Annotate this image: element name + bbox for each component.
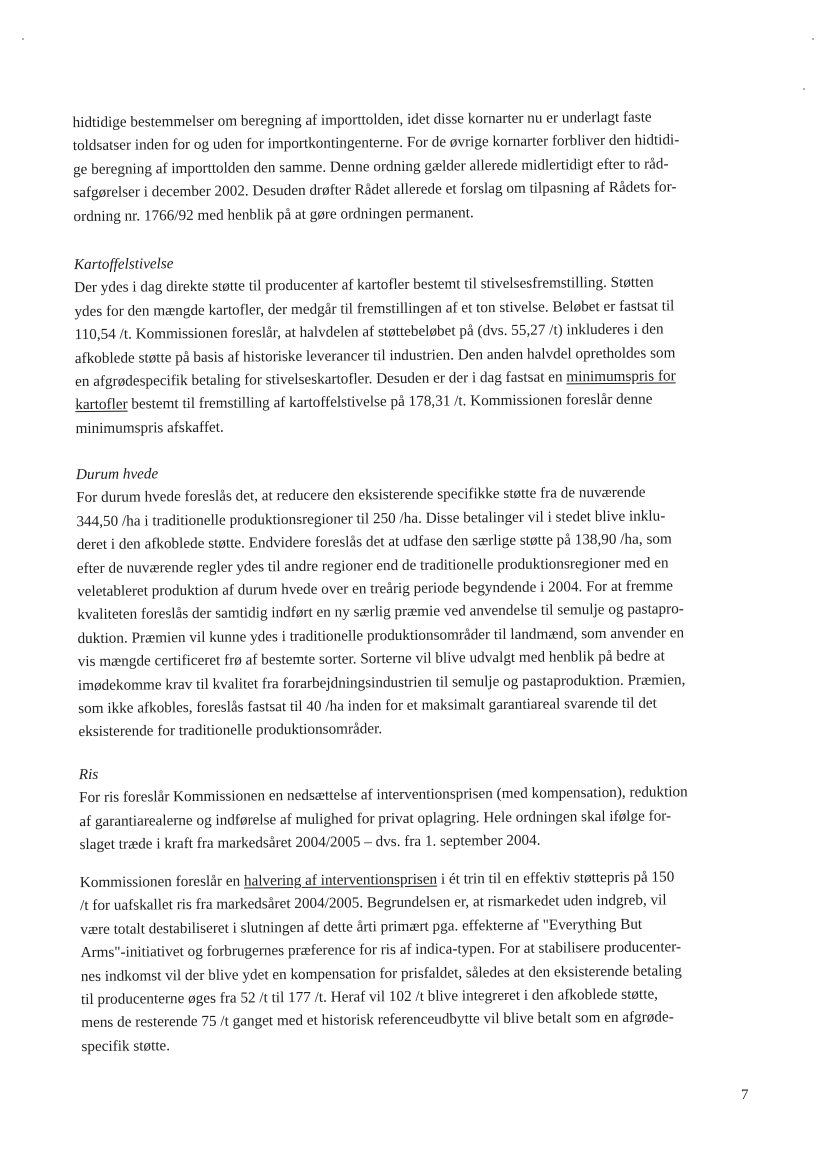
section-ris [79, 757, 752, 857]
page-number: 7 [741, 1087, 749, 1103]
text-line: For ris foreslår Kommissionen en nedsættelse af interventionsprisen (med kompensation), reduktion [78, 783, 688, 807]
text-line: nes indkomst vil der blive ydet en kompensation for prisfaldet, således at den eksisterende betaling [80, 961, 682, 985]
section-heading: Durum hvede [75, 465, 159, 484]
section-heading: Kartoffelstivelse [73, 255, 174, 274]
text-line: 344,50 /ha i traditionelle produktionsregioner til 250 /ha. Disse betalinger vil i stedet blive inklu- [76, 507, 666, 530]
text-line: slaget træde i kraft fra markedsåret 2004/2005 – dvs. fra 1. september 2004. [79, 831, 541, 854]
scan-speck [803, 88, 805, 90]
text-line: ordning nr. 1766/92 med henblik på at gøre ordningen permanent. [73, 203, 474, 225]
text-line: 110,54 /t. Kommissionen foreslår, at halvdelen af støttebeløbet på (dvs. 55,27 /t) inkluderes i den [74, 320, 664, 344]
text-line: af garantiarealerne og indførelse af mulighed for privat oplagring. Hele ordningen skal ifølge for- [79, 807, 672, 830]
intro-paragraph [72, 105, 745, 228]
text-segment: Kommissionen foreslår en [79, 872, 245, 892]
text-line: til producenterne øges fra 52 /t til 177 /t. Heraf vil 102 /t blive integreret i den afkoblede støtte, [80, 985, 659, 1009]
ris-paragraph-2 [80, 865, 754, 1059]
text-segment: i ét trin til en effektiv støttepris på 150 [437, 868, 675, 888]
text-segment: en afgrødespecifik betaling for stivelseskartofler. Desuden er der i dag fastsat en [74, 368, 563, 391]
text-line: mens de resterende 75 /t ganget med et historisk referenceudbytte vil blive betalt som en afgrøde- [81, 1008, 674, 1032]
text-line: minimumspris afskaffet. [75, 418, 224, 437]
text-line: ge beregning af importtolden den samme. Denne ordning gælder allerede midlertidigt efter to råd- [72, 155, 669, 178]
scan-speck [812, 38, 814, 40]
text-line: safgørelser i december 2002. Desuden drøfter Rådet allerede et forslag om tilpasning af Rådets for- [73, 178, 677, 202]
text-line: ydes for den mængde kartofler, der medgår til fremstillingen af et ton stivelse. Beløbet er fastsat til [74, 297, 675, 320]
text-line: imødekomme krav til kvalitet fra forarbejdningsindustrien til semulje og pastaproduktion. Præmien, [77, 670, 686, 694]
scan-speck [22, 38, 24, 40]
text-line: For durum hvede foreslås det, at reducere den eksisterende specifikke støtte fra de nuværende [76, 484, 646, 507]
text-line: deret i den afkoblede støtte. Endvidere foreslås det at udfase den særlige støtte på 138,90 /ha, som [76, 530, 672, 554]
text-line: være totalt destabiliseret i slutningen af dette årti primært pga. effekterne af "Everything But [80, 915, 643, 938]
underlined-term-minimumspris: minimumspris for [566, 367, 676, 386]
text-segment: bestemt til fremstilling af kartoffelstivelse på 178,31 /t. Kommissionen foreslår denne [127, 391, 653, 414]
text-line: eksisterende for traditionelle produktionsområder. [78, 720, 383, 741]
text-line: kvaliteten foreslås der samtidig indført en ny særlig præmie ved anvendelse til semulje og pastapro- [77, 600, 684, 624]
text-line: vis mængde certificeret frø af bestemte sorter. Sorterne vil blive udvalgt med henblik på bedre at [77, 647, 665, 671]
text-line: toldsatser inden for og uden for importkontingenterne. For de øvrige kornarter forbliver den hidtidi- [72, 131, 680, 155]
underlined-term-halvering: halvering af interventionsprisen [243, 870, 438, 890]
section-heading: Ris [78, 765, 99, 784]
text-line: hidtidige bestemmelser om beregning af importtolden, idet disse kornarter nu er underlagt faste [72, 108, 652, 132]
text-line: specifik støtte. [81, 1037, 171, 1055]
text-line: Der ydes i dag direkte støtte til producenter af kartofler bestemt til stivelsesfremstilling. Støtten [74, 273, 654, 297]
section-durum-hvede [76, 457, 751, 744]
text-line: duktion. Præmien vil kunne ydes i traditionelle produktionsområder til landmænd, som anvender en [77, 624, 685, 647]
text-line: /t for uafskallet ris fra markedsåret 2004/2005. Begrundelsen er, at rismarkedet uden indgreb, vil [80, 891, 667, 915]
text-line: som ikke afkobles, foreslås fastsat til 40 /ha inden for et maksimalt garantiareal svarende til det [78, 694, 657, 718]
text-line: afkoblede støtte på basis af historiske leverancer til industrien. Den anden halvdel opretholdes som [74, 343, 676, 367]
text-line: Arms"-initiativet og forbrugernes præference for ris af indica-typen. For at stabilisere producenter- [80, 938, 682, 962]
underlined-term-kartofler: kartofler [75, 396, 128, 414]
text-line: efter de nuværende regler ydes til andre regioner end de traditionelle produktionsregioner med en [76, 554, 669, 577]
section-kartoffelstivelse [74, 247, 748, 441]
text-line: veletableret produktion af durum hvede over en treårig periode begyndende i 2004. For at fremme [77, 577, 674, 601]
